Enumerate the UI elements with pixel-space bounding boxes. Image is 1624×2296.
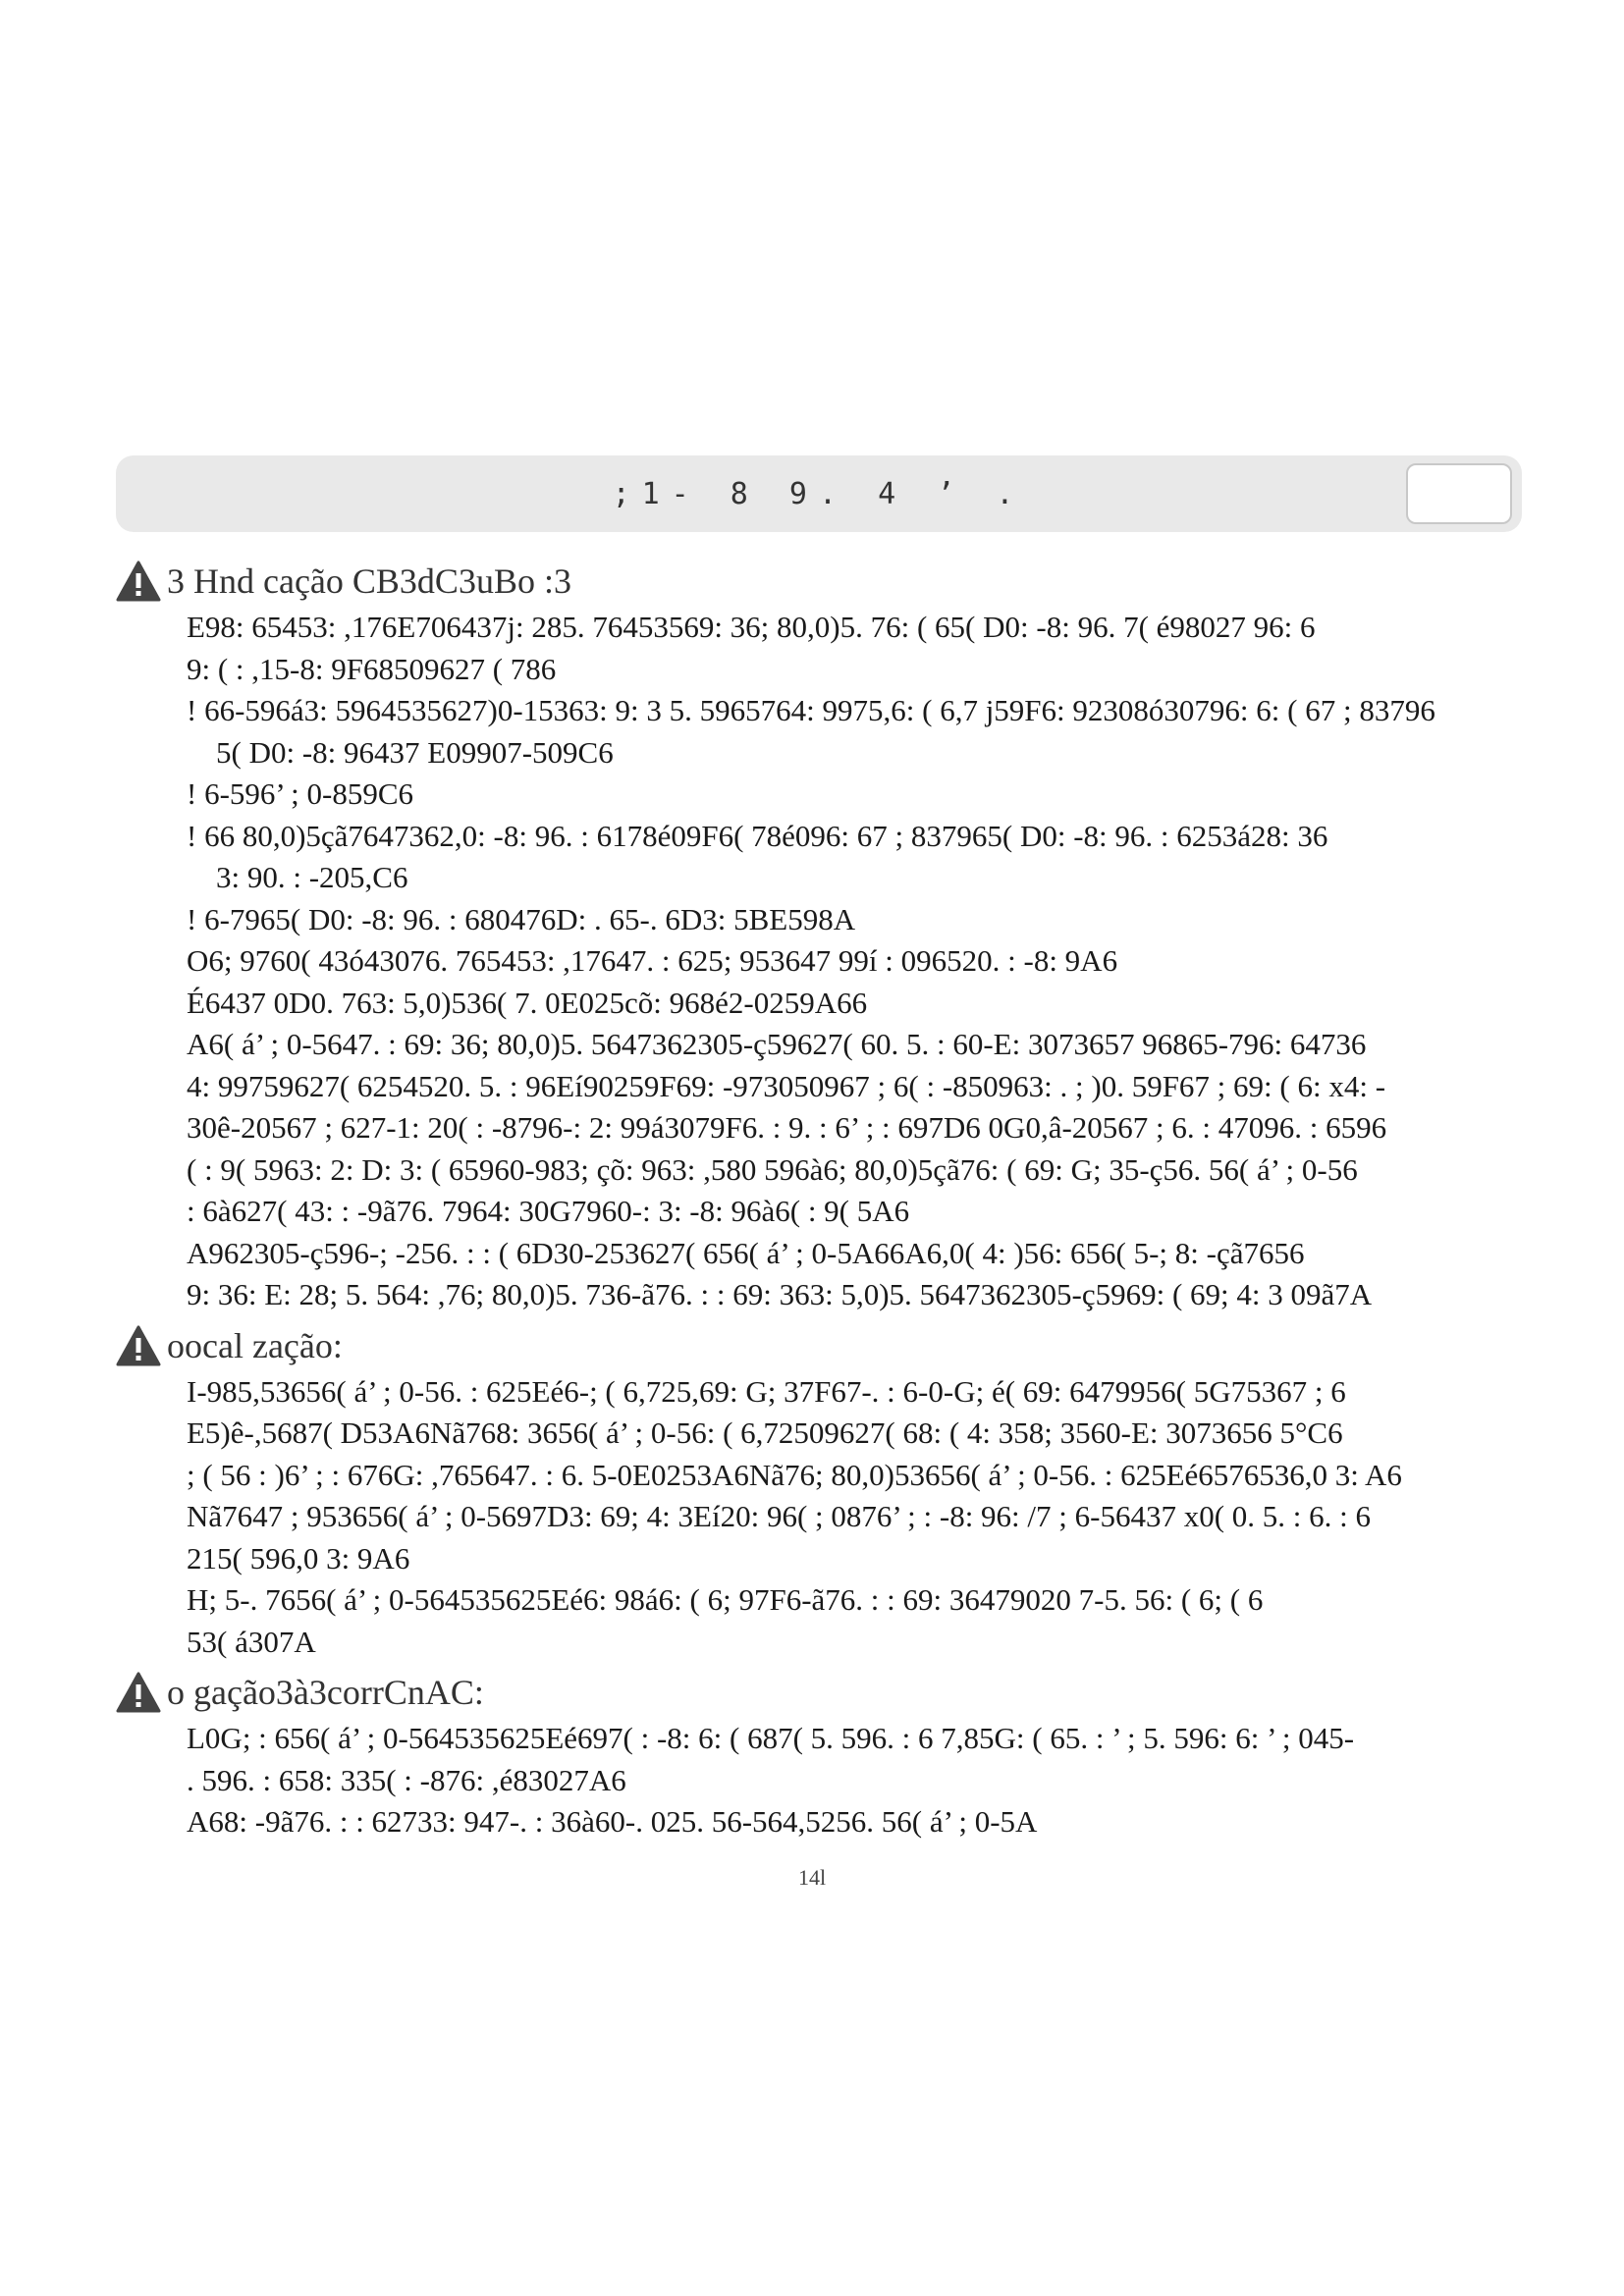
paragraph — [187, 607, 1549, 1316]
text-line: E5)ê-,5687( D53A6Nã768: 3656( á’ ; 0-56: ( 6,72509627( 68: ( 4: 358; 3560-E: 3073656 5°C6 — [187, 1415, 1343, 1450]
text-line: ! 66-596á3: 5964535627)0-15363: 9: 3 5. 5965764: 9975,6: ( 6,7 j59F6: 92308ó30796: 6: ( 67 ; 83796 — [187, 693, 1435, 727]
text-line: 30ê-20567 ; 627-1: 20( : -8796-: 2: 99á3079F6. : 9. : 6’ ; : 697D6 0G0,â-20567 ; 6. : 47096. : 6596 — [187, 1110, 1387, 1145]
text-line: Nã7647 ; 953656( á’ ; 0-5697D3: 69; 4: 3Eí20: 96( ; 0876’ ; : -8: 96: /7 ; 6-56437 x0( 0. 5. : 6. : 6 — [187, 1499, 1372, 1533]
document-body — [116, 556, 1549, 1847]
text-line: E98: 65453: ,176E706437j: 285. 76453569: 36; 80,0)5. 76: ( 65( D0: -8: 96. 7( é98027 96: 6 — [187, 610, 1316, 644]
section-title-text: 3 Hnd cação CB3dC3uBo :3 — [167, 561, 571, 601]
paragraph — [187, 1371, 1549, 1664]
text-line: O6; 9760( 43ó43076. 765453: ,17647. : 625; 953647 99í : 096520. : -8: 9A6 — [187, 943, 1118, 978]
text-line: 4: 99759627( 6254520. 5. : 96Eí90259F69: -973050967 ; 6( : -850963: . ; )0. 59F67 ; 69: ( 6: x4: - — [187, 1068, 1386, 1103]
section-0 — [116, 556, 1549, 1316]
section-title — [116, 1667, 1549, 1718]
text-line: ! 6-7965( D0: -8: 96. : 680476D: . 65-. 6D3: 5BE598A — [187, 901, 856, 936]
section-title — [116, 1320, 1549, 1371]
text-line: I-985,53656( á’ ; 0-56. : 625Eé6-; ( 6,725,69: G; 37F67-. : 6-0-G; é( 69: 6479956( 5G75367 ; 6 — [187, 1373, 1346, 1409]
text-line: A962305-ç596-; -256. : : ( 6D30-253627( 656( á’ ; 0-5A66A6,0( 4: )56: 656( 5-; 8: -çã7656 — [187, 1235, 1305, 1270]
text-line: ; ( 56 : )6’ ; : 676G: ,765647. : 6. 5-0E0253A6Nã76; 80,0)53656( á’ ; 0-56. : 625Eé6576536,0 3: A6 — [187, 1457, 1402, 1492]
section-1 — [116, 1320, 1549, 1664]
section-header-bar — [116, 455, 1522, 532]
warning-icon — [116, 1325, 161, 1366]
section-title — [116, 556, 1549, 607]
text-line: 215( 596,0 3: 9A6 — [187, 1540, 410, 1575]
text-line: : 6à627( 43: : -9ã76. 7964: 30G7960-: 3: -8: 96à6( : 9( 5A6 — [187, 1194, 910, 1228]
text-line: 9: 36: E: 28; 5. 564: ,76; 80,0)5. 736-ã76. : : 69: 363: 5,0)5. 5647362305-ç5969: ( 69; 4: 3 09ã7A — [187, 1277, 1373, 1311]
text-line: 5( D0: -8: 96437 E09907-509C6 — [216, 734, 614, 770]
header-tab-box — [1406, 463, 1512, 524]
text-line: 3: 90. : -205,C6 — [216, 860, 408, 894]
section-2 — [116, 1667, 1549, 1843]
section-title-text: oocal zação: — [167, 1325, 343, 1365]
warning-icon — [116, 561, 161, 602]
text-line: A6( á’ ; 0-5647. : 69: 36; 80,0)5. 5647362305-ç59627( 60. 5. : 60-E: 3073657 96865-796: 64736 — [187, 1027, 1367, 1061]
text-line: ! 66 80,0)5çã7647362,0: -8: 96. : 6178é09F6( 78é096: 67 ; 837965( D0: -8: 96. : 6253á28: 36 — [187, 818, 1328, 853]
page-number: 14l — [797, 1865, 827, 1890]
paragraph — [187, 1718, 1549, 1843]
text-line: 9: ( : ,15-8: 9F68509627 ( 786 — [187, 651, 557, 686]
text-line: ! 6-596’ ; 0-859C6 — [187, 776, 414, 811]
text-line: ( : 9( 5963: 2: D: 3: ( 65960-983; çõ: 963: ,580 596à6; 80,0)5çã76: ( 69: G; 35-ç56. 56( á’ ; 0-56 — [187, 1151, 1358, 1187]
text-line: . 596. : 658: 335( : -876: ,é83027A6 — [187, 1762, 626, 1797]
warning-icon — [116, 1672, 161, 1713]
text-line: A68: -9ã76. : : 62733: 947-. : 36à60-. 025. 56-564,5256. 56( á’ ; 0-5A — [187, 1804, 1038, 1839]
text-line: 53( á307A — [187, 1624, 316, 1659]
header-title: ;1- 8 9. 4 ’ . — [612, 477, 1026, 511]
text-line: L0G; : 656( á’ ; 0-564535625Eé697( : -8: 6: ( 687( 5. 596. : 6 7,85G: ( 65. : ’ ; 5. 596: 6: ’ ; 045- — [187, 1721, 1355, 1755]
text-line: H; 5-. 7656( á’ ; 0-564535625Eé6: 98á6: ( 6; 97F6-ã76. : : 69: 36479020 7-5. 56: ( 6; ( 6 — [187, 1582, 1264, 1617]
text-line: É6437 0D0. 763: 5,0)536( 7. 0E025cõ: 968é2-0259A66 — [187, 985, 868, 1020]
section-title-text: o gação3à3corrCnAC: — [167, 1673, 484, 1712]
